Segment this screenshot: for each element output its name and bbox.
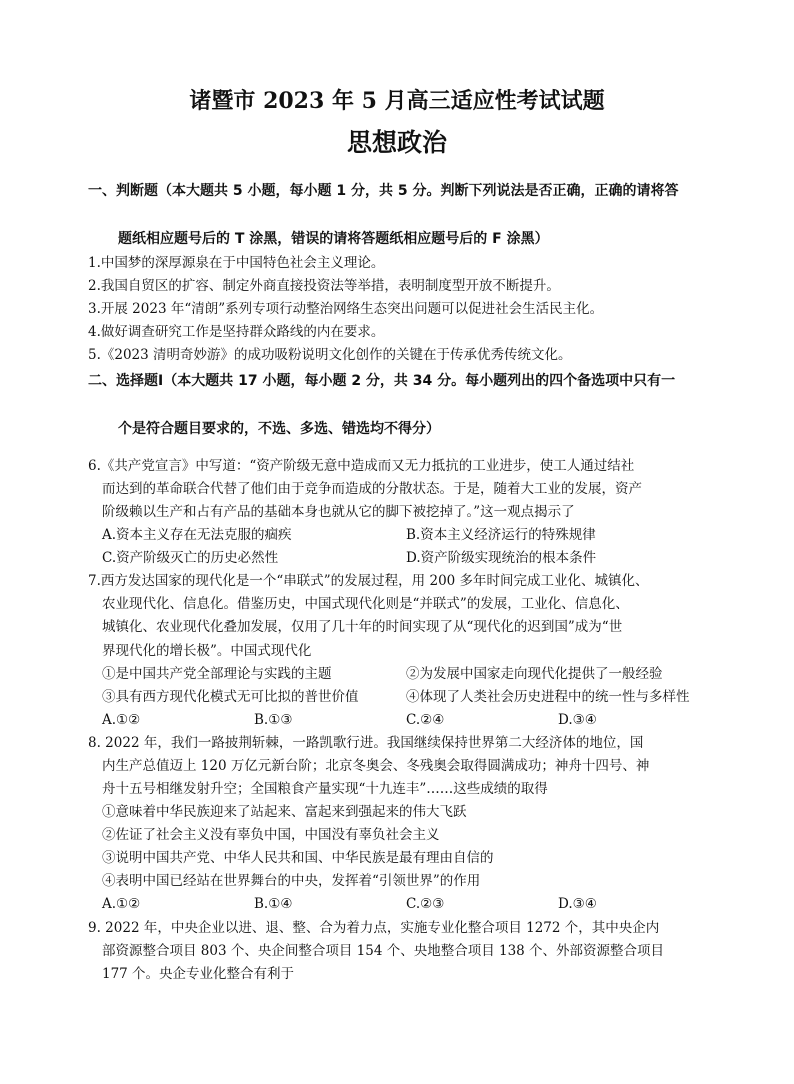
q8-option-a: A.①② <box>102 896 141 912</box>
section-2-heading-line1: 二、选择题Ⅰ（本大题共 17 小题，每小题 2 分，共 34 分。每小题列出的四个备选项中只有一 <box>88 373 676 389</box>
q7-statement-2: ②为发展中国家走向现代化提供了一般经验 <box>406 666 663 682</box>
q6-options <box>102 524 710 570</box>
q8-statements <box>102 801 710 916</box>
q6-option-a: A.资本主义存在无法克服的痼疾 <box>102 527 292 543</box>
tf-item-2: 2.我国自贸区的扩容、制定外商直接投资法等举措，表明制度型开放不断提升。 <box>88 278 560 294</box>
q9-line1: 9. 2022 年，中央企业以进、退、整、合为着力点，实施专业化整合项目 1272 个，其中央企内 <box>88 920 660 936</box>
q9-line3: 177 个。央企专业化整合有利于 <box>102 966 295 983</box>
q6-option-d: D.资产阶级实现统治的根本条件 <box>406 550 597 566</box>
exam-title: 诸暨市 2023 年 5 月高三适应性考试试题 <box>189 88 605 114</box>
q8-option-c: C.②③ <box>406 896 445 912</box>
q6-line3: 阶级赖以生产和占有产品的基础本身也就从它的脚下被挖掉了。”这一观点揭示了 <box>102 504 575 521</box>
tf-item-5: 5.《2023 清明奇妙游》的成功吸粉说明文化创作的关键在于传承优秀传统文化。 <box>88 347 572 363</box>
tf-item-3: 3.开展 2023 年“清朗”系列专项行动整治网络生态突出问题可以促进社会生活民主化。 <box>88 301 604 317</box>
section-2-heading <box>88 343 708 453</box>
question-7 <box>88 570 710 663</box>
q6-line1: 6.《共产党宣言》中写道：“资产阶级无意中造成而又无力抵抗的工业进步，使工人通过结社 <box>88 458 635 474</box>
question-9 <box>88 917 710 987</box>
q7-statement-4: ④体现了人类社会历史进程中的统一性与多样性 <box>406 689 690 705</box>
section-1-heading <box>88 167 708 263</box>
q8-line2: 内生产总值迈上 120 万亿元新台阶；北京冬奥会、冬残奥会取得圆满成功；神舟十四号、神 <box>102 758 650 775</box>
q8-statement-2: ②佐证了社会主义没有辜负中国，中国没有辜负社会主义 <box>102 827 440 843</box>
section-2-heading-line2: 个是符合题目要求的，不选、多选、错选均不得分） <box>118 421 440 437</box>
q8-line1: 8. 2022 年，我们一路披荆斩棘，一路凯歌行进。我国继续保持世界第二大经济体的地位，国 <box>88 735 644 751</box>
q6-option-b: B.资本主义经济运行的特殊规律 <box>406 527 596 543</box>
q6-option-c: C.资产阶级灭亡的历史必然性 <box>102 550 279 566</box>
q7-line3: 城镇化、农业现代化叠加发展，仅用了几十年的时间实现了从“现代化的迟到国”成为“世 <box>102 619 623 636</box>
tf-item-1: 1.中国梦的深厚源泉在于中国特色社会主义理论。 <box>88 255 385 271</box>
q6-line2: 而达到的革命联合代替了他们由于竞争而造成的分散状态。于是，随着大工业的发展，资产 <box>102 481 642 498</box>
q8-statement-3: ③说明中国共产党、中华人民共和国、中华民族是最有理由自信的 <box>102 850 494 866</box>
q7-line1: 7.西方发达国家的现代化是一个“串联式”的发展过程，用 200 多年时间完成工业化、城镇化、 <box>88 573 649 589</box>
q9-line2: 部资源整合项目 803 个、央企间整合项目 154 个、央地整合项目 138 个、外部资源整合项目 <box>102 943 665 960</box>
q7-statement-3: ③具有西方现代化模式无可比拟的普世价值 <box>102 689 359 705</box>
section-1-heading-line1: 一、判断题（本大题共 5 小题，每小题 1 分，共 5 分。判断下列说法是否正确，正确的请将答 <box>88 183 679 199</box>
q7-line4: 界现代化的增长极”。中国式现代化 <box>102 642 312 659</box>
q7-statements <box>102 663 710 732</box>
q7-option-b: B.①③ <box>254 712 293 728</box>
q7-line2: 农业现代化、信息化。借鉴历史，中国式现代化则是“并联式”的发展，工业化、信息化、 <box>102 596 629 613</box>
question-6 <box>88 455 710 525</box>
q7-statement-1: ①是中国共产党全部理论与实践的主题 <box>102 666 332 682</box>
tf-item-4: 4.做好调查研究工作是坚持群众路线的内在要求。 <box>88 324 385 340</box>
q8-line3: 舟十五号相继发射升空；全国粮食产量实现“十九连丰”……这些成绩的取得 <box>102 781 548 798</box>
section-1-heading-line2: 题纸相应题号后的 T 涂黑，错误的请将答题纸相应题号后的 F 涂黑） <box>118 231 549 247</box>
q8-statement-4: ④表明中国已经站在世界舞台的中央，发挥着“引领世界”的作用 <box>102 873 481 889</box>
q7-option-c: C.②④ <box>406 712 445 728</box>
q8-option-d: D.③④ <box>558 896 597 912</box>
q8-option-b: B.①④ <box>254 896 293 912</box>
q7-option-a: A.①② <box>102 712 141 728</box>
q7-option-d: D.③④ <box>558 712 597 728</box>
q8-statement-1: ①意味着中华民族迎来了站起来、富起来到强起来的伟大飞跃 <box>102 804 467 820</box>
question-8 <box>88 732 710 802</box>
subject-title: 思想政治 <box>346 128 447 157</box>
